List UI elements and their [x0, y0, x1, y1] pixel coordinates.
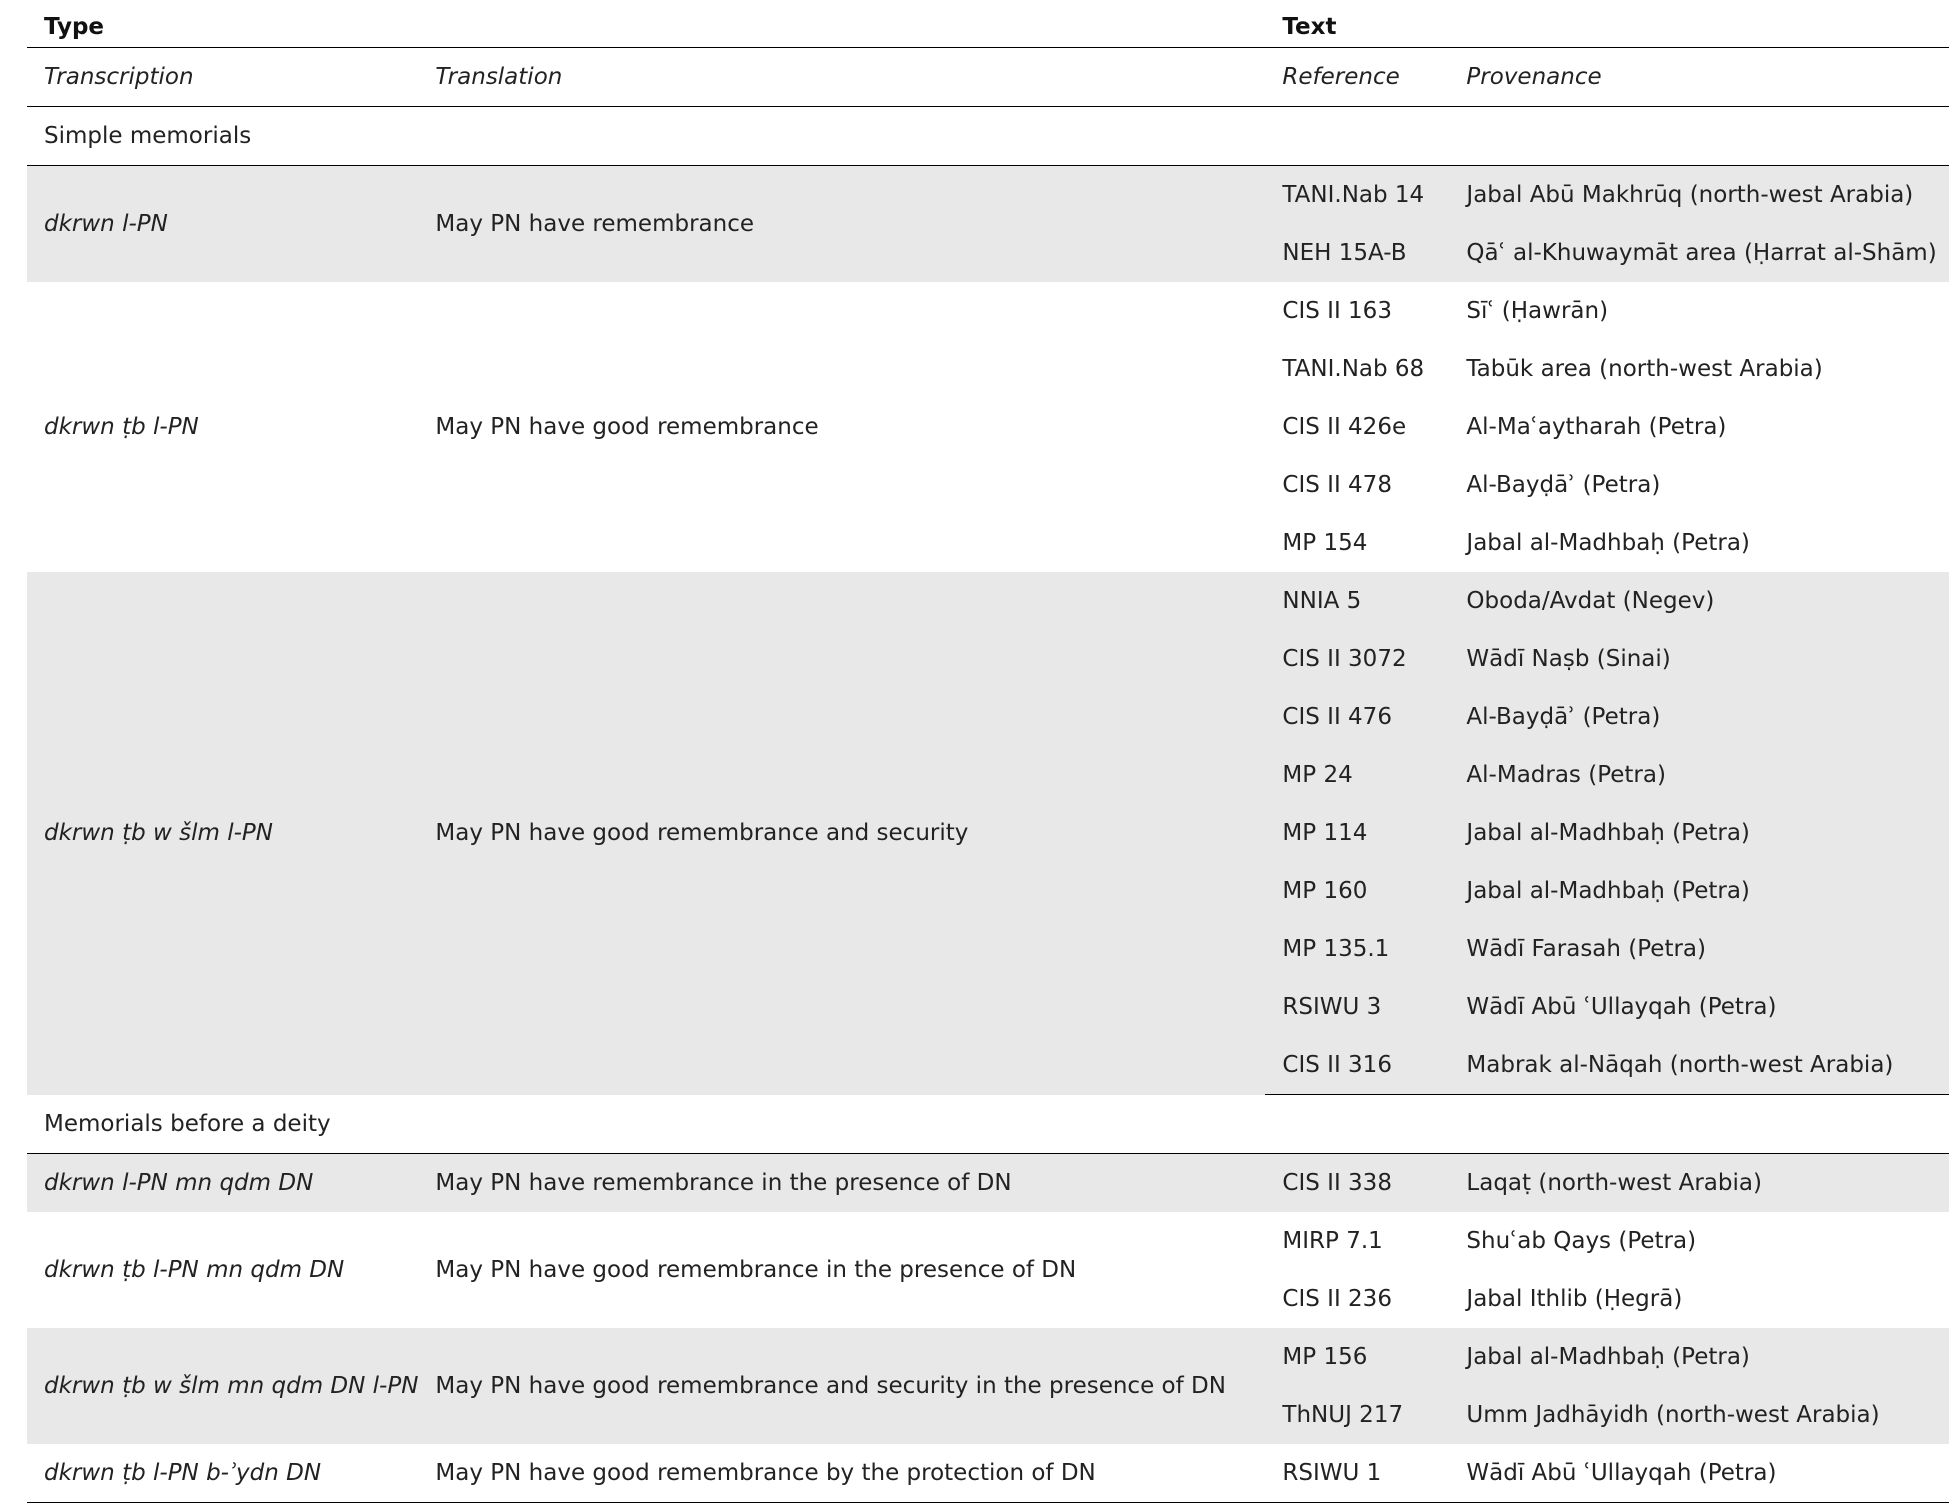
reference-cell: TANI.Nab 14 [1265, 166, 1449, 225]
header-translation: Translation [418, 48, 1265, 107]
reference-cell: CIS II 3072 [1265, 630, 1449, 688]
provenance-cell: Wādī Naṣb (Sinai) [1449, 630, 1949, 688]
reference-cell: MIRP 7.1 [1282, 1228, 1383, 1254]
reference-cell: RSIWU 1 [1265, 1444, 1449, 1503]
provenance-cell: Mabrak al-Nāqah (north-west Arabia) [1449, 1036, 1949, 1095]
provenance-cell: Jabal al-Madhbaḥ (Petra) [1449, 804, 1949, 862]
transcription-cell: dkrwn l-PN [27, 166, 418, 283]
translation-cell: May PN have good remembrance [435, 414, 819, 440]
provenance-cell: Jabal al-Madhbaḥ (Petra) [1449, 1328, 1949, 1386]
provenance-cell: Oboda/Avdat (Negev) [1449, 572, 1949, 630]
table-row [27, 572, 1949, 630]
section-title: Simple memorials [27, 107, 1949, 166]
transcription-cell: dkrwn ṭb w šlm l-PN [27, 572, 418, 1095]
provenance-cell: Tabūk area (north-west Arabia) [1466, 356, 1823, 382]
table-row [27, 1154, 1949, 1213]
section-row [27, 107, 1949, 166]
reference-cell: NEH 15A-B [1265, 224, 1449, 282]
reference-cell: ThNUJ 217 [1265, 1386, 1449, 1444]
translation-cell: May PN have good remembrance and security in the presence of DN [418, 1328, 1265, 1444]
provenance-cell: Umm Jadhāyidh (north-west Arabia) [1449, 1386, 1949, 1444]
reference-cell: CIS II 478 [1282, 472, 1392, 498]
section-row [27, 1095, 1949, 1154]
reference-cell: CIS II 236 [1282, 1286, 1392, 1312]
table-row [27, 1212, 1949, 1270]
provenance-cell: Shuʿab Qays (Petra) [1466, 1228, 1697, 1254]
header-transcription: Transcription [27, 48, 418, 107]
reference-cell: CIS II 163 [1282, 298, 1392, 324]
reference-cell: CIS II 426e [1282, 414, 1407, 440]
table-row [27, 166, 1949, 225]
header-provenance: Provenance [1449, 48, 1949, 107]
reference-cell: MP 160 [1265, 862, 1449, 920]
provenance-cell: Wādī Abū ʿUllayqah (Petra) [1449, 1444, 1949, 1503]
header-type: Type [27, 0, 1265, 48]
provenance-cell: Jabal al-Madhbaḥ (Petra) [1466, 530, 1750, 556]
reference-cell: MP 156 [1265, 1328, 1449, 1386]
transcription-cell: dkrwn ṭb l-PN b-ʾydn DN [27, 1444, 418, 1503]
translation-cell: May PN have remembrance in the presence of DN [418, 1154, 1265, 1213]
transcription-cell: dkrwn ṭb l-PN [44, 414, 199, 440]
provenance-cell: Al-Maʿaytharah (Petra) [1466, 414, 1727, 440]
provenance-cell: Jabal Abū Makhrūq (north-west Arabia) [1449, 166, 1949, 225]
reference-cell: RSIWU 3 [1265, 978, 1449, 1036]
provenance-cell: Jabal al-Madhbaḥ (Petra) [1449, 862, 1949, 920]
header-row-top [27, 0, 1949, 48]
provenance-cell: Al-Madras (Petra) [1449, 746, 1949, 804]
transcription-cell: dkrwn l-PN mn qdm DN [27, 1154, 418, 1213]
translation-cell: May PN have good remembrance in the presence of DN [435, 1257, 1077, 1283]
header-row-sub [27, 48, 1949, 107]
provenance-cell: Wādī Farasah (Petra) [1449, 920, 1949, 978]
translation-cell: May PN have good remembrance by the protection of DN [418, 1444, 1265, 1503]
provenance-cell: Qāʿ al-Khuwaymāt area (Ḥarrat al-Shām) [1449, 224, 1949, 282]
translation-cell: May PN have remembrance [418, 166, 1265, 283]
reference-cell: MP 135.1 [1265, 920, 1449, 978]
table-row [27, 1444, 1949, 1503]
reference-cell: CIS II 316 [1265, 1036, 1449, 1095]
section-title: Memorials before a deity [27, 1095, 1949, 1154]
reference-cell: CIS II 476 [1265, 688, 1449, 746]
header-text: Text [1265, 0, 1949, 48]
table-row [27, 282, 1949, 340]
provenance-cell: Wādī Abū ʿUllayqah (Petra) [1449, 978, 1949, 1036]
reference-cell: MP 114 [1265, 804, 1449, 862]
provenance-cell: Al-Bayḍāʾ (Petra) [1466, 472, 1661, 498]
provenance-cell: Jabal Ithlib (Ḥegrā) [1466, 1286, 1683, 1312]
table-body [27, 107, 1949, 1503]
reference-cell: CIS II 338 [1265, 1154, 1449, 1213]
translation-cell: May PN have good remembrance and security [418, 572, 1265, 1095]
provenance-cell: Sīʿ (Ḥawrān) [1466, 298, 1609, 324]
reference-cell: MP 24 [1265, 746, 1449, 804]
provenance-cell: Al-Bayḍāʾ (Petra) [1449, 688, 1949, 746]
inscription-table [27, 0, 1949, 1503]
transcription-cell: dkrwn ṭb l-PN mn qdm DN [44, 1257, 345, 1283]
provenance-cell: Laqaṭ (north-west Arabia) [1449, 1154, 1949, 1213]
header-reference: Reference [1265, 48, 1449, 107]
transcription-cell: dkrwn ṭb w šlm mn qdm DN l-PN [27, 1328, 418, 1444]
reference-cell: TANI.Nab 68 [1282, 356, 1425, 382]
table-row [27, 1328, 1949, 1386]
reference-cell: MP 154 [1282, 530, 1368, 556]
reference-cell: NNIA 5 [1265, 572, 1449, 630]
